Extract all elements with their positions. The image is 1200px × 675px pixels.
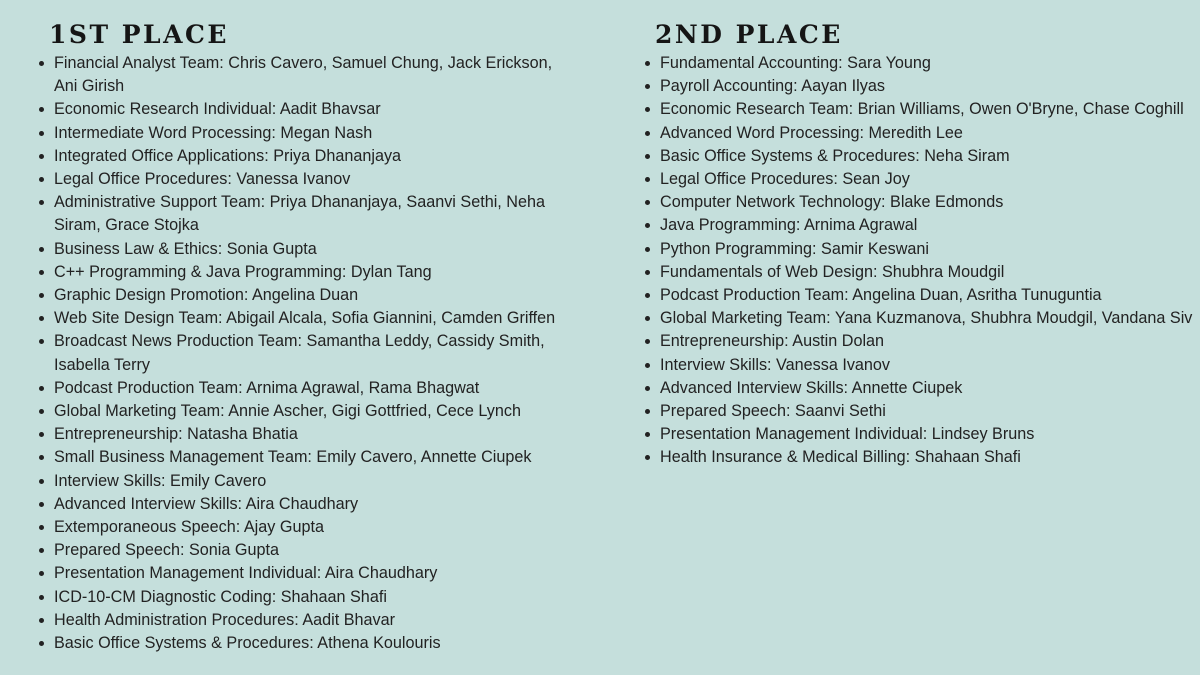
award-list-item <box>642 52 1200 75</box>
award-entry-text: Entrepreneurship: Natasha Bhatia <box>54 425 298 444</box>
award-entry-text: Interview Skills: Emily Cavero <box>54 471 267 490</box>
award-list-item <box>642 98 1200 121</box>
award-entry-text: Entrepreneurship: Austin Dolan <box>660 332 885 351</box>
first-place-column <box>36 20 616 655</box>
award-list-item <box>36 446 574 469</box>
first-place-heading: 1ST PLACE <box>49 20 229 49</box>
award-entry-text: Prepared Speech: Sonia Gupta <box>54 541 279 560</box>
award-entry-text: Podcast Production Team: Angelina Duan, Asritha Tunuguntia <box>660 286 1102 305</box>
award-entry-text: Payroll Accounting: Aayan Ilyas <box>660 77 885 96</box>
award-entry-text: Computer Network Technology: Blake Edmonds <box>660 193 1004 212</box>
award-entry-text: Prepared Speech: Saanvi Sethi <box>660 402 886 421</box>
award-list-item <box>36 470 574 493</box>
award-entry-text: Administrative Support Team: Priya Dhananjaya, Saanvi Sethi, Neha Siram, Grace Stojka <box>54 193 545 235</box>
award-list-item <box>642 168 1200 191</box>
award-entry-text: ICD-10-CM Diagnostic Coding: Shahaan Shafi <box>54 587 387 606</box>
award-entry-text: Intermediate Word Processing: Megan Nash <box>54 123 373 142</box>
award-entry-text: Economic Research Individual: Aadit Bhavsar <box>54 100 381 119</box>
award-list-item <box>36 423 574 446</box>
award-list-item <box>642 238 1200 261</box>
award-list-item <box>642 191 1200 214</box>
award-list-item <box>36 168 574 191</box>
award-entry-text: Basic Office Systems & Procedures: Athena Koulouris <box>54 634 441 653</box>
award-entry-text: Economic Research Team: Brian Williams, Owen O'Bryne, Chase Coghill <box>660 100 1184 119</box>
award-list-item <box>36 609 574 632</box>
award-entry-text: Podcast Production Team: Arnima Agrawal, Rama Bhagwat <box>54 378 480 397</box>
award-entry-text: Java Programming: Arnima Agrawal <box>660 216 918 235</box>
award-list-item <box>36 284 574 307</box>
award-list-item <box>642 214 1200 237</box>
award-entry-text: Legal Office Procedures: Vanessa Ivanov <box>54 170 351 189</box>
first-place-list <box>36 52 616 655</box>
award-list-item <box>642 377 1200 400</box>
award-entry-text: Advanced Interview Skills: Annette Ciupek <box>660 378 963 397</box>
second-place-column <box>642 20 1200 470</box>
award-list-item <box>36 145 574 168</box>
award-entry-text: Extemporaneous Speech: Ajay Gupta <box>54 518 324 537</box>
award-list-item <box>642 446 1200 469</box>
award-list-item <box>36 122 574 145</box>
award-list-item <box>642 400 1200 423</box>
award-entry-text: Fundamentals of Web Design: Shubhra Moudgil <box>660 262 1005 281</box>
award-entry-text: Advanced Interview Skills: Aira Chaudhary <box>54 494 359 513</box>
award-list-item <box>642 284 1200 307</box>
award-list-item <box>36 307 574 330</box>
award-entry-text: Fundamental Accounting: Sara Young <box>660 54 931 72</box>
award-list-item <box>36 330 574 376</box>
award-list-item <box>642 307 1200 330</box>
award-list-item <box>36 238 574 261</box>
award-entry-text: Interview Skills: Vanessa Ivanov <box>660 355 891 374</box>
award-entry-text: Global Marketing Team: Annie Ascher, Gigi Gottfried, Cece Lynch <box>54 402 521 421</box>
award-entry-text: Broadcast News Production Team: Samantha Leddy, Cassidy Smith, Isabella Terry <box>54 332 545 374</box>
award-list-item <box>642 75 1200 98</box>
award-entry-text: Health Insurance & Medical Billing: Shahaan Shafi <box>660 448 1021 467</box>
award-list-item <box>36 632 574 655</box>
award-entry-text: Web Site Design Team: Abigail Alcala, Sofia Giannini, Camden Griffen <box>54 309 556 328</box>
award-list-item <box>36 516 574 539</box>
award-entry-text: Financial Analyst Team: Chris Cavero, Samuel Chung, Jack Erickson, Ani Girish <box>54 54 553 96</box>
award-list-item <box>36 539 574 562</box>
award-list-item <box>642 261 1200 284</box>
award-list-item <box>36 493 574 516</box>
award-list-item <box>642 354 1200 377</box>
award-list-item <box>36 377 574 400</box>
award-list-item <box>642 423 1200 446</box>
award-entry-text: Presentation Management Individual: Lindsey Bruns <box>660 425 1035 444</box>
award-list-item <box>36 261 574 284</box>
award-list-item <box>36 52 574 98</box>
award-entry-text: C++ Programming & Java Programming: Dylan Tang <box>54 262 432 281</box>
second-place-heading: 2ND PLACE <box>655 20 843 49</box>
award-list-item <box>36 98 574 121</box>
award-entry-text: Graphic Design Promotion: Angelina Duan <box>54 286 359 305</box>
award-entry-text: Advanced Word Processing: Meredith Lee <box>660 123 963 142</box>
award-entry-text: Global Marketing Team: Yana Kuzmanova, Shubhra Moudgil, Vandana Siv <box>660 309 1193 328</box>
award-entry-text: Small Business Management Team: Emily Cavero, Annette Ciupek <box>54 448 532 467</box>
award-list-item <box>642 145 1200 168</box>
award-list-item <box>36 586 574 609</box>
award-list-item <box>642 122 1200 145</box>
award-list-item <box>36 400 574 423</box>
award-entry-text: Python Programming: Samir Keswani <box>660 239 929 258</box>
award-list-item <box>36 191 574 237</box>
award-list-item <box>36 562 574 585</box>
award-entry-text: Business Law & Ethics: Sonia Gupta <box>54 239 317 258</box>
award-entry-text: Integrated Office Applications: Priya Dhananjaya <box>54 146 402 165</box>
award-entry-text: Presentation Management Individual: Aira Chaudhary <box>54 564 438 583</box>
award-list-item <box>642 330 1200 353</box>
award-entry-text: Health Administration Procedures: Aadit Bhavar <box>54 610 396 629</box>
award-entry-text: Legal Office Procedures: Sean Joy <box>660 170 910 189</box>
award-entry-text: Basic Office Systems & Procedures: Neha Siram <box>660 146 1010 165</box>
second-place-list <box>642 52 1200 470</box>
